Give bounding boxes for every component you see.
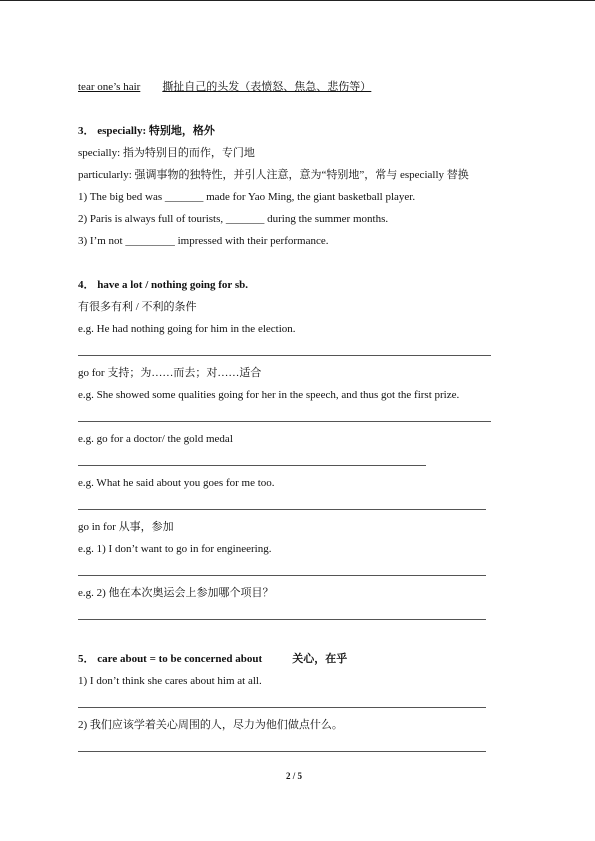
answer-line[interactable] (78, 509, 486, 510)
section-4-heading: 4． have a lot / nothing going for sb. (78, 279, 249, 291)
answer-line[interactable] (78, 421, 491, 422)
answer-line[interactable] (78, 575, 486, 576)
section-5-meaning: 关心，在乎 (292, 653, 348, 665)
header-rule (0, 0, 595, 1)
exercise-5-2: 2) 我们应该学着关心周围的人，尽力为他们做点什么。 (78, 719, 343, 731)
section-3-heading: 3． especially: 特别地，格外 (78, 125, 215, 137)
example-go-for-doctor: e.g. go for a doctor/ the gold medal (78, 433, 233, 445)
answer-line[interactable] (78, 707, 486, 708)
exercise-3-1: 1) The big bed was _______ made for Yao Ming, the giant basketball player. (78, 191, 416, 203)
section-5-phrase: 5． care about = to be concerned about (78, 653, 263, 665)
section-5-heading (78, 652, 347, 666)
example-qualities: e.g. She showed some qualities going for her in the speech, and thus got the first prize. (78, 389, 460, 401)
answer-line[interactable] (78, 619, 486, 620)
answer-line[interactable] (78, 465, 426, 466)
specially-definition: specially: 指为特别目的而作，专门地 (78, 147, 255, 159)
tear-hair-phrase: tear one’s hair (78, 81, 141, 93)
example-olympics-translation: e.g. 2) 他在本次奥运会上参加哪个项目？ (78, 587, 274, 599)
exercise-3-2: 2) Paris is always full of tourists, _______ during the summer months. (78, 213, 389, 225)
exercise-5-1: 1) I don’t think she cares about him at all. (78, 675, 262, 687)
tear-hair-meaning: 撕扯自己的头发（表愤怒、焦急、悲伤等） (162, 81, 372, 93)
go-in-for-definition: go in for 从事，参加 (78, 521, 174, 533)
example-engineering: e.g. 1) I don’t want to go in for engineering. (78, 543, 272, 555)
go-for-definition: go for 支持；为……而去；对……适合 (78, 367, 262, 379)
page-number: 2 / 5 (286, 771, 303, 781)
example-nothing-going-for: e.g. He had nothing going for him in the election. (78, 323, 296, 335)
exercise-3-3: 3) I’m not _________ impressed with their performance. (78, 235, 329, 247)
particularly-definition: particularly: 强调事物的独特性，并引人注意，意为“特别地”，常与 especially 替换 (78, 169, 469, 181)
section-4-meaning: 有很多有利 / 不利的条件 (78, 301, 197, 313)
answer-line[interactable] (78, 355, 491, 356)
example-goes-for-me: e.g. What he said about you goes for me too. (78, 477, 275, 489)
answer-line[interactable] (78, 751, 486, 752)
tear-hair-line (78, 80, 371, 94)
